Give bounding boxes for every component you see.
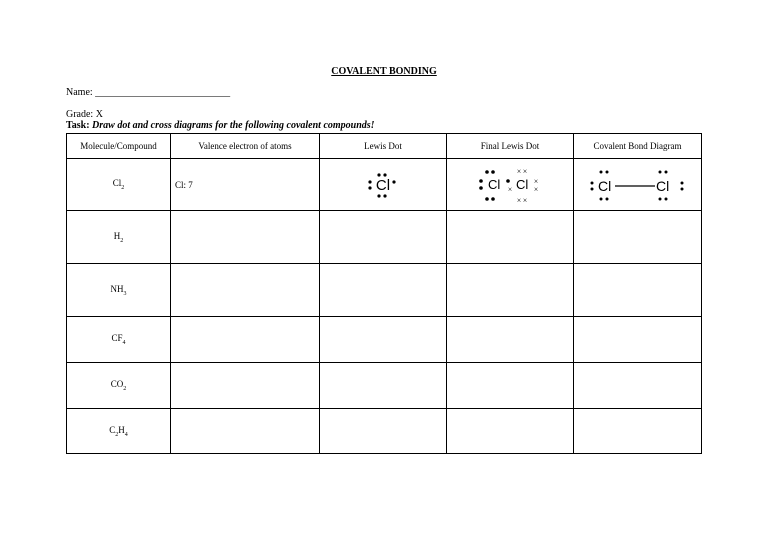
table-row bbox=[67, 159, 702, 211]
electron-dot bbox=[658, 170, 661, 173]
electron-dot bbox=[383, 194, 386, 197]
electron-dot bbox=[599, 170, 602, 173]
valence-cell[interactable] bbox=[171, 264, 320, 317]
lewis-dot-cell[interactable] bbox=[320, 211, 447, 264]
lewis-dot-cell[interactable] bbox=[320, 159, 447, 211]
cl-symbol-right: Cl bbox=[655, 177, 669, 194]
task-text: Draw dot and cross diagrams for the following covalent compounds! bbox=[92, 120, 375, 131]
lewis-dot-cell[interactable] bbox=[320, 264, 447, 317]
page-title: COVALENT BONDING bbox=[331, 66, 437, 77]
electron-dot bbox=[658, 197, 661, 200]
cl-lewis-dot-diagram bbox=[363, 168, 403, 202]
lewis-dot-cell[interactable] bbox=[320, 363, 447, 409]
final-lewis-dot-cell[interactable] bbox=[447, 317, 574, 363]
table-row bbox=[67, 409, 702, 454]
electron-dot bbox=[664, 170, 667, 173]
molecule-cell: $C_2H_4$ bbox=[67, 409, 171, 454]
molecule-cell: $H_2$ bbox=[67, 211, 171, 264]
electron-dot bbox=[377, 173, 380, 176]
electron-dot bbox=[491, 170, 495, 174]
cl2-covalent-bond-diagram bbox=[586, 165, 690, 205]
electron-dot bbox=[479, 186, 483, 190]
valence-cell[interactable] bbox=[171, 211, 320, 264]
electron-dot bbox=[383, 173, 386, 176]
lewis-dot-cell[interactable] bbox=[320, 409, 447, 454]
molecule-cell: $CF_4$ bbox=[67, 317, 171, 363]
electron-cross: × bbox=[516, 166, 522, 176]
electron-dot bbox=[368, 186, 371, 189]
electron-cross: × bbox=[516, 195, 522, 205]
valence-cell[interactable] bbox=[171, 363, 320, 409]
electron-cross: × bbox=[533, 176, 539, 186]
electron-dot bbox=[664, 197, 667, 200]
electron-dot bbox=[377, 194, 380, 197]
covalent-bond-diagram-cell[interactable] bbox=[574, 159, 702, 211]
electron-dot bbox=[392, 180, 395, 183]
molecule-cell: $NH_3$ bbox=[67, 264, 171, 317]
header-covalent-bond-diagram: Covalent Bond Diagram bbox=[574, 134, 702, 159]
covalent-bond-diagram-cell[interactable] bbox=[574, 264, 702, 317]
header-final-lewis-dot: Final Lewis Dot bbox=[447, 134, 574, 159]
molecule-cell: $Cl_2$ bbox=[67, 159, 171, 211]
final-lewis-dot-cell[interactable] bbox=[447, 363, 574, 409]
electron-dot bbox=[680, 187, 683, 190]
table-row bbox=[67, 317, 702, 363]
final-lewis-dot-cell[interactable] bbox=[447, 264, 574, 317]
covalent-bond-diagram-cell[interactable] bbox=[574, 363, 702, 409]
task-label: Task: bbox=[66, 120, 90, 131]
header-molecule: Molecule/Compound bbox=[67, 134, 171, 159]
cl-symbol: Cl bbox=[375, 176, 391, 194]
valence-cell[interactable]: Cl: 7 bbox=[171, 159, 320, 211]
table-row bbox=[67, 363, 702, 409]
cl-symbol-left: Cl bbox=[597, 177, 611, 194]
header-lewis-dot: Lewis Dot bbox=[320, 134, 447, 159]
electron-dot bbox=[485, 197, 489, 201]
covalent-bond-diagram-cell[interactable] bbox=[574, 317, 702, 363]
electron-dot bbox=[491, 197, 495, 201]
final-lewis-dot-cell[interactable] bbox=[447, 409, 574, 454]
electron-cross: × bbox=[522, 195, 528, 205]
electron-dot bbox=[605, 197, 608, 200]
electron-dot bbox=[506, 179, 510, 183]
electron-dot bbox=[368, 180, 371, 183]
grade-line: Grade: X bbox=[66, 109, 103, 120]
molecule-cell: $CO_2$ bbox=[67, 363, 171, 409]
electron-dot bbox=[605, 170, 608, 173]
table-row bbox=[67, 211, 702, 264]
lewis-dot-cell[interactable] bbox=[320, 317, 447, 363]
valence-cell[interactable] bbox=[171, 409, 320, 454]
cl2-final-lewis-dot-diagram bbox=[470, 164, 550, 206]
electron-dot bbox=[590, 181, 593, 184]
covalent-bond-diagram-cell[interactable] bbox=[574, 409, 702, 454]
final-lewis-dot-cell[interactable] bbox=[447, 159, 574, 211]
final-lewis-dot-cell[interactable] bbox=[447, 211, 574, 264]
electron-dot bbox=[599, 197, 602, 200]
electron-cross: × bbox=[507, 184, 513, 194]
electron-dot bbox=[590, 187, 593, 190]
valence-cell[interactable] bbox=[171, 317, 320, 363]
electron-dot bbox=[680, 181, 683, 184]
cl-symbol-right: Cl bbox=[516, 176, 529, 192]
table-header-row bbox=[67, 134, 702, 159]
header-valence: Valence electron of atoms bbox=[171, 134, 320, 159]
name-field-line[interactable]: Name: ___________________________ bbox=[66, 87, 231, 98]
table-row bbox=[67, 264, 702, 317]
covalent-bond-diagram-cell[interactable] bbox=[574, 211, 702, 264]
covalent-bonding-table bbox=[66, 133, 702, 454]
electron-cross: × bbox=[533, 184, 539, 194]
electron-dot bbox=[485, 170, 489, 174]
task-instruction bbox=[66, 120, 375, 131]
electron-cross: × bbox=[522, 166, 528, 176]
electron-dot bbox=[479, 179, 483, 183]
cl-symbol-left: Cl bbox=[488, 176, 501, 192]
